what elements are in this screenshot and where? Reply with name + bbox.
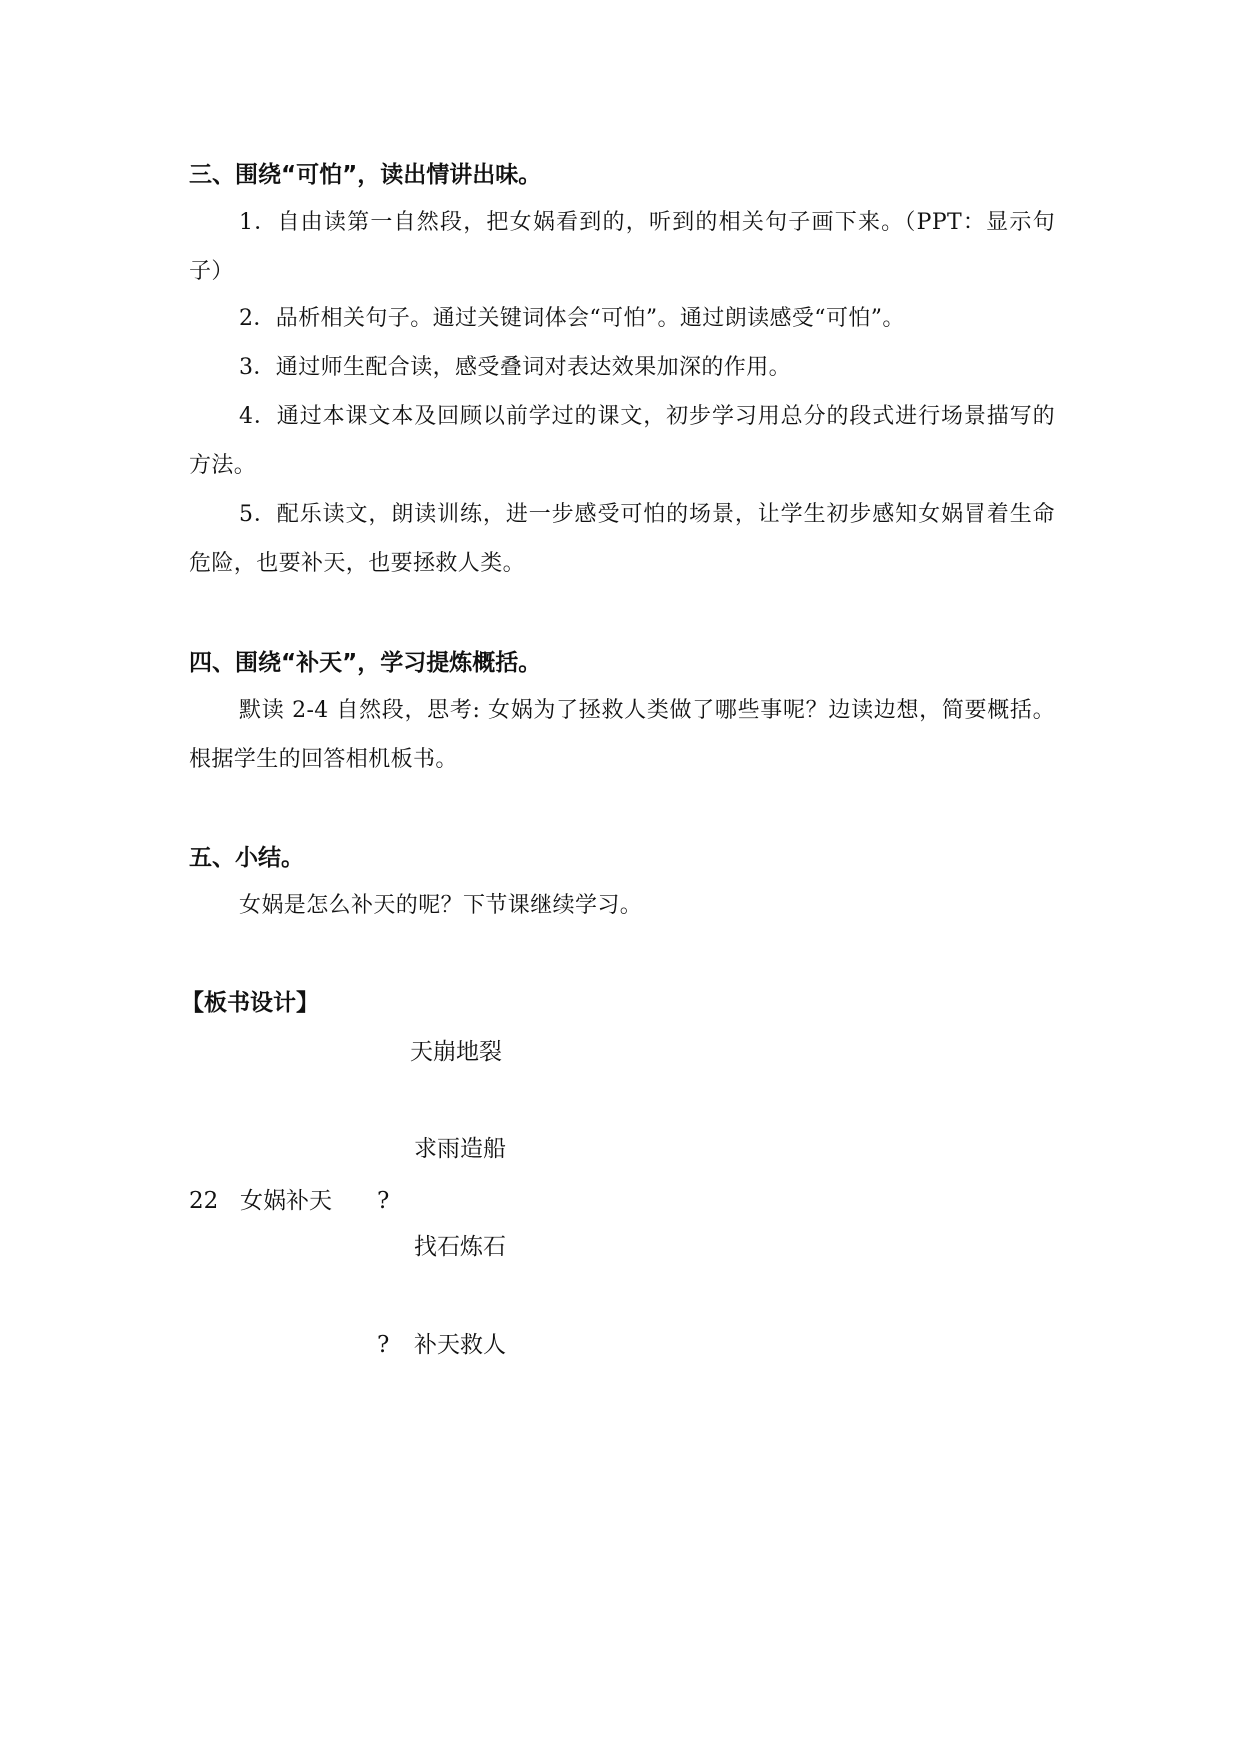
section-4-text: 默读 2-4 自然段，思考: 女娲为了拯救人类做了哪些事呢？边读边想，简要概括。根据学生的回答相机板书。 — [189, 698, 1055, 772]
board-lesson-title: 女娲补天 — [240, 1188, 332, 1214]
board-question-mark-2: ? — [377, 1332, 390, 1358]
board-design-heading: 【板书设计】 — [181, 990, 319, 1016]
section-3-item-2: 2．品析相关句子。通过关键词体会“可怕”。通过朗读感受“可怕”。 — [239, 306, 905, 331]
board-item-2: 求雨造船 — [414, 1136, 506, 1162]
board-lesson-number: 22 — [189, 1188, 219, 1214]
section-4-heading: 四、围绕“补天”，学习提炼概括。 — [189, 650, 542, 676]
board-item-3: 找石炼石 — [414, 1234, 506, 1260]
section-3-item-1: 1．自由读第一自然段，把女娲看到的，听到的相关句子画下来。（PPT：显示句子） — [189, 210, 1055, 284]
board-item-1: 天崩地裂 — [410, 1039, 502, 1065]
section-3-item-5: 5．配乐读文，朗读训练，进一步感受可怕的场景，让学生初步感知女娲冒着生命危险，也要补天，也要拯救人类。 — [189, 502, 1055, 576]
section-3-heading: 三、围绕“可怕”，读出情讲出味。 — [189, 162, 542, 188]
section-5-text: 女娲是怎么补天的呢？下节课继续学习。 — [239, 893, 643, 918]
board-item-4: 补天救人 — [414, 1332, 506, 1358]
section-3-item-3: 3．通过师生配合读，感受叠词对表达效果加深的作用。 — [239, 355, 791, 380]
section-5-heading: 五、小结。 — [189, 845, 304, 871]
section-3-item-4: 4．通过本课文本及回顾以前学过的课文，初步学习用总分的段式进行场景描写的方法。 — [189, 404, 1055, 478]
board-question-mark-1: ? — [377, 1188, 390, 1214]
